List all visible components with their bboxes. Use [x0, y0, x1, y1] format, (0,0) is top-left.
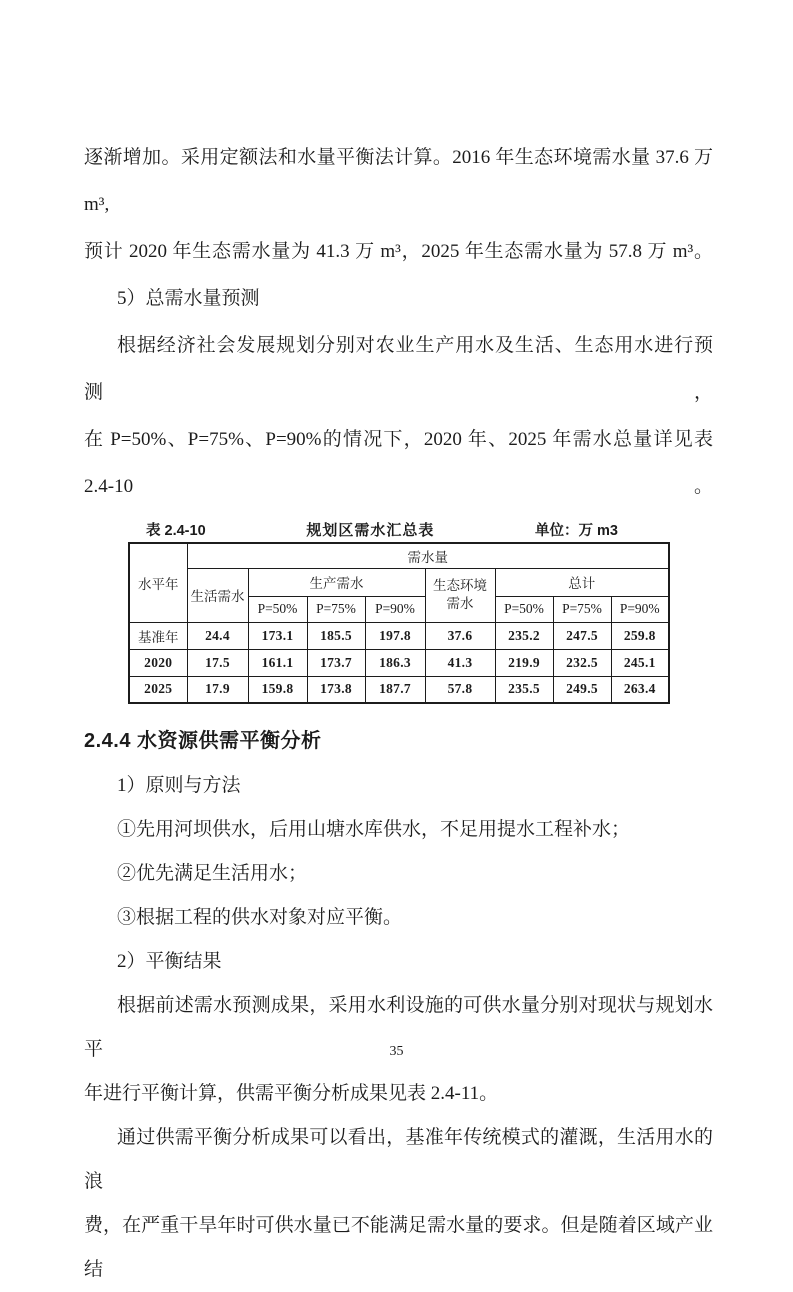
row-label: 基准年 [129, 622, 187, 649]
body-line: ③根据工程的供水对象对应平衡。 [117, 907, 403, 928]
table-cell: 186.3 [365, 649, 425, 676]
header-cell-life: 生活需水 [187, 568, 248, 622]
table-cell: 235.2 [495, 622, 553, 649]
header-cell-production: 生产需水 [248, 568, 425, 596]
table-caption [128, 517, 668, 542]
page-number: 35 [389, 1044, 404, 1059]
header-cell-p50: P=50% [495, 596, 553, 622]
table-row [129, 676, 669, 703]
body-line: 年进行平衡计算，供需平衡分析成果见表 2.4-11。 [84, 1083, 499, 1104]
table-cell: 235.5 [495, 676, 553, 703]
section-heading: 2.4.4 水资源供需平衡分析 [84, 730, 322, 752]
table-cell: 173.7 [307, 649, 365, 676]
water-demand-table [128, 542, 670, 704]
header-cell-level-year: 水平年 [129, 543, 187, 622]
body-text-block [84, 764, 713, 1292]
header-cell-p50: P=50% [248, 596, 307, 622]
header-cell-p75: P=75% [553, 596, 611, 622]
table-cell: 17.9 [187, 676, 248, 703]
header-cell-eco [425, 568, 495, 622]
header-cell-total: 总计 [495, 568, 669, 596]
header-cell-p75: P=75% [307, 596, 365, 622]
body-line: 根据前述需水预测成果，采用水利设施的可供水量分别对现状与规划水平 [84, 995, 713, 1060]
header-cell-demand-group: 需水量 [187, 543, 669, 568]
table-cell: 197.8 [365, 622, 425, 649]
table-cell: 173.8 [307, 676, 365, 703]
body-line: 通过供需平衡分析成果可以看出，基准年传统模式的灌溉，生活用水的浪 [84, 1127, 713, 1192]
header-cell-p90: P=90% [611, 596, 669, 622]
table-cell: 41.3 [425, 649, 495, 676]
table-caption-label: 表 2.4-10 [146, 523, 206, 539]
table-cell: 37.6 [425, 622, 495, 649]
table-cell: 247.5 [553, 622, 611, 649]
table-cell: 185.5 [307, 622, 365, 649]
body-line: 预计 2020 年生态需水量为 41.3 万 m³，2025 年生态需水量为 57.8 万 m³。 [84, 241, 713, 262]
body-line: ①先用河坝供水，后用山塘水库供水，不足用提水工程补水； [117, 819, 631, 840]
table-cell: 161.1 [248, 649, 307, 676]
table-cell: 219.9 [495, 649, 553, 676]
header-eco-line1: 生态环境 [433, 578, 487, 594]
body-line: ②优先满足生活用水； [117, 863, 308, 884]
table-cell: 187.7 [365, 676, 425, 703]
table-caption-unit: 单位：万 m3 [535, 523, 618, 539]
body-line: 1）原则与方法 [117, 775, 241, 796]
header-cell-p90: P=90% [365, 596, 425, 622]
table-caption-title: 规划区需水汇总表 [306, 522, 435, 539]
header-eco-line2: 需水 [446, 596, 474, 611]
table-cell: 249.5 [553, 676, 611, 703]
row-label: 2020 [129, 649, 187, 676]
table-cell: 173.1 [248, 622, 307, 649]
table-cell: 232.5 [553, 649, 611, 676]
table-row [129, 622, 669, 649]
table-cell: 263.4 [611, 676, 669, 703]
body-line: 在 P=50%、P=75%、P=90%的情况下，2020 年、2025 年需水总量详见表 2.4-10。 [84, 429, 713, 497]
table-cell: 17.5 [187, 649, 248, 676]
table-cell: 245.1 [611, 649, 669, 676]
table-row [129, 649, 669, 676]
body-line: 费，在严重干旱年时可供水量已不能满足需水量的要求。但是随着区域产业结 [84, 1215, 713, 1280]
table-cell: 259.8 [611, 622, 669, 649]
row-label: 2025 [129, 676, 187, 703]
body-line: 2）平衡结果 [117, 951, 222, 972]
table-header-row [129, 543, 669, 568]
body-line: 根据经济社会发展规划分别对农业生产用水及生活、生态用水进行预测， [84, 335, 713, 403]
table-cell: 24.4 [187, 622, 248, 649]
body-line: 逐渐增加。采用定额法和水量平衡法计算。2016 年生态环境需水量 37.6 万 m³, [84, 147, 713, 215]
table-header-row [129, 568, 669, 596]
table-cell: 159.8 [248, 676, 307, 703]
body-line: 5）总需水量预测 [117, 288, 260, 309]
table-cell: 57.8 [425, 676, 495, 703]
